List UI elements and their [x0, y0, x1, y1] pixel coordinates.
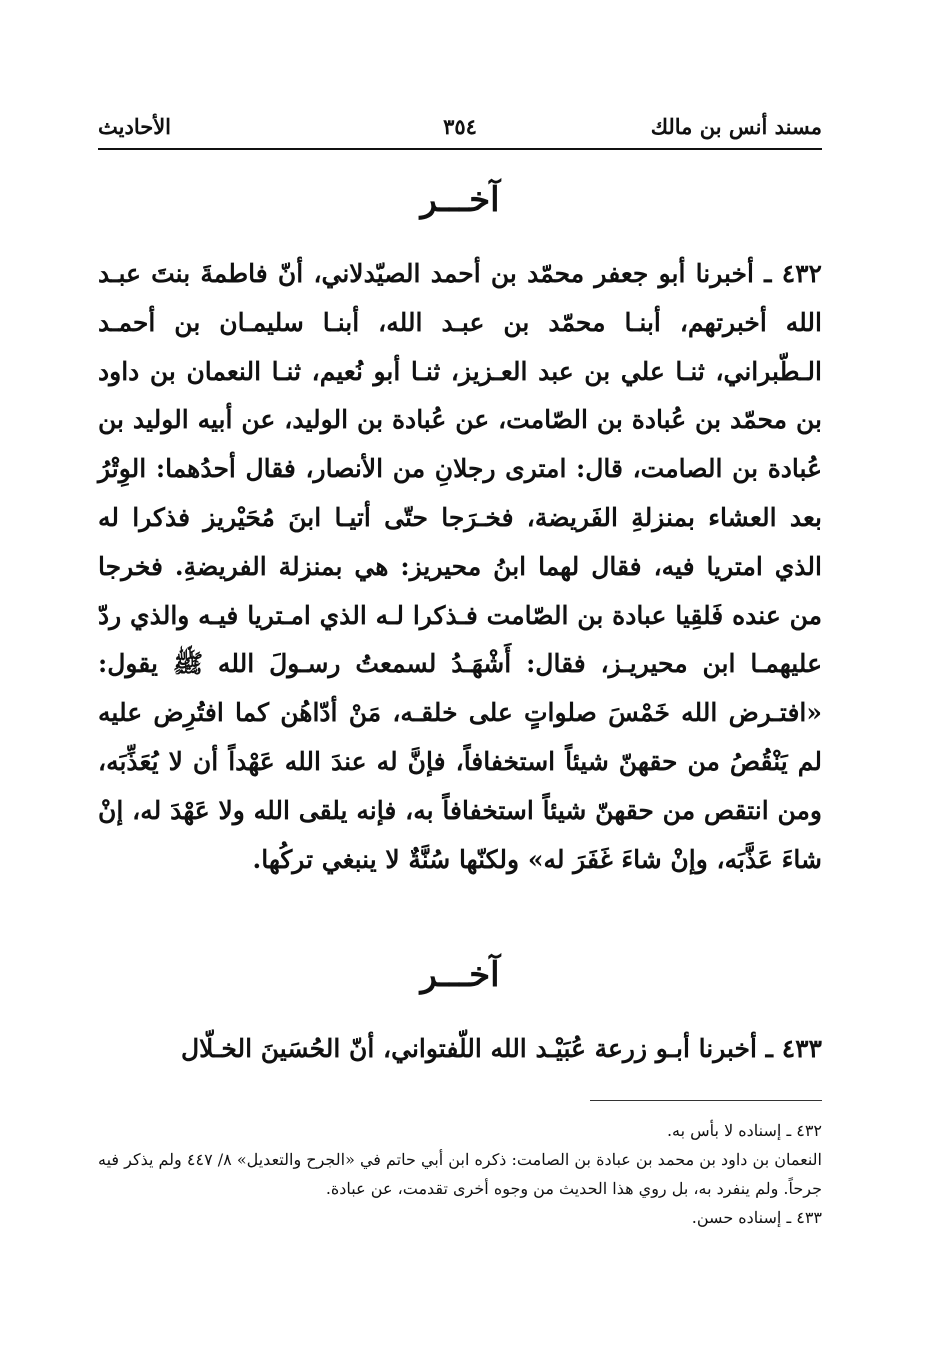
section-name: الأحاديث — [98, 114, 172, 139]
hadith-433 — [98, 1025, 822, 1074]
footnote-432: ٤٣٢ ـ إسناده لا بأس به. — [666, 1121, 822, 1140]
book-title: مسند أنس بن مالك — [650, 114, 822, 139]
hadith-number: ٤٣٣ — [781, 1034, 822, 1063]
footnote-433: ٤٣٣ ـ إسناده حسن. — [691, 1208, 822, 1227]
footnotes — [98, 1116, 822, 1232]
page-header — [98, 110, 822, 146]
page-number: ٣٥٤ — [443, 114, 477, 139]
header-divider — [98, 148, 822, 150]
footnote-divider — [590, 1100, 822, 1101]
hadith-432 — [98, 250, 822, 884]
hadith-text: ـ أخبرنا أبو جعفر محمّد بن أحمد الصيّدلاني، أنّ فاطمةَ بنتَ عبـد الله أخبرتهم، أبنـا محمّد بن عبـد الله، أبنـا سليمـان بن أحمـد الـطّبراني، ثنـا علي بن عبد العـزيز، ثنـا أبو نُعيم، ثنـا النعمان بن داود بن محمّد بن عُبادة بن الصّامت، عن عُبادة بن الوليد، عن أبيه الوليد بن عُبادة بن الصامت، قال: امترى رجلانِ من الأنصار، فقال أحدُهما: الوِتْرُ بعد العشاء بمنزلةِ الفَريضة، فخـرَجا حتّى أتيـا ابنَ مُحَيْريز فذكرا له الذي امتريا فيه، فقال لهما ابنُ محيريز: هي بمنزلة الفريضةِ. فخرجا من عنده فَلقِيا عبادة بن الصّامت فـذكرا لـه الذي امـتريا فيـه والذي ردّ عليهمـا ابن محيريـز، فقال: أَشْهَـدُ لسمعتُ رسـولَ الله ﷺ يقول: «افتـرض الله خَمْسَ صلواتٍ على خلقـه، مَنْ أدّاهُن كما افتُرِض عليه لم يَنْقُصُ من حقهنّ شيئاً استخفافاً، فإنَّ له عندَ الله عَهْداً أن لا يُعَذِّبَه، ومن انتقص من حقهنّ شيئاً استخفافاً به، فإنه يلقى الله ولا عَهْدَ له، إنْ شاءَ عَذَّبَه، وإنْ شاءَ غَفَرَ له» ولكنّها سُنَّةٌ لا ينبغي تركُها. — [98, 259, 822, 874]
hadith-number: ٤٣٢ — [781, 259, 822, 288]
hadith-text: ـ أخبرنا أبـو زرعة عُبَيْـد الله اللّفتواني، أنّ الحُسَينَ الخـلّال — [180, 1034, 773, 1063]
section-title-2: آخـــر — [420, 955, 500, 995]
footnote-432-detail: النعمان بن داود بن محمد بن عبادة بن الصامت: ذكره ابن أبي حاتم في «الجرح والتعديل» ٨/ ٤٤٧ ولم يذكر فيه جرحاً. ولم ينفرد به، بل روي هذا الحديث من وجوه أخرى تقدمت، عن عبادة. — [98, 1150, 822, 1198]
section-title-1: آخـــر — [420, 180, 500, 220]
